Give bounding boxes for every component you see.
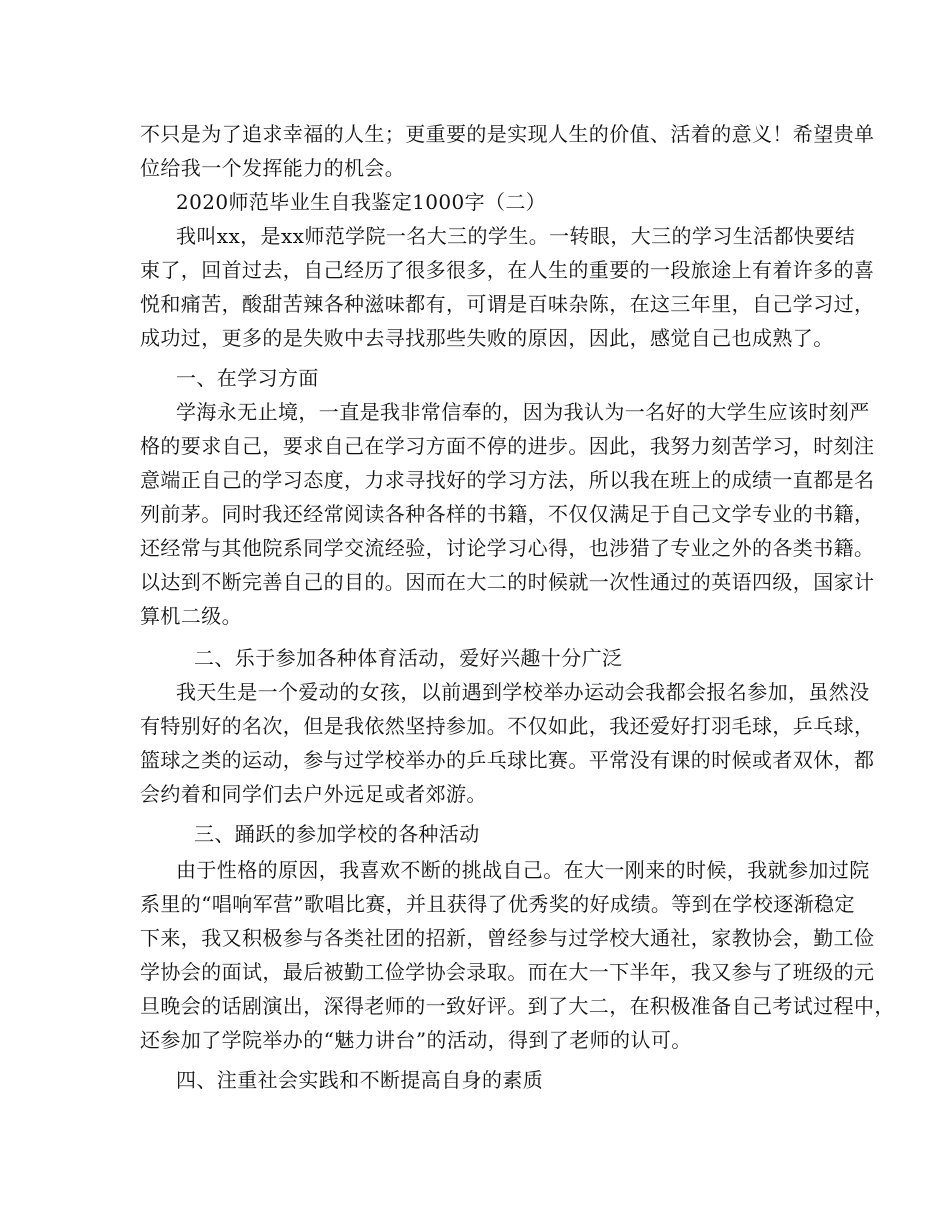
section-heading: 一、在学习方面	[176, 366, 319, 390]
section-heading: 二、乐于参加各种体育活动，爱好兴趣十分广泛	[194, 646, 623, 670]
paragraph-line: 篮球之类的运动，参与过学校举办的乒乓球比赛。平常没有课的时候或者双休，都	[140, 748, 875, 772]
paragraph-line: 以达到不断完善自己的目的。因而在大二的时候就一次性通过的英语四级，国家计	[140, 570, 875, 594]
paragraph-line: 我叫xx，是xx师范学院一名大三的学生。一转眼，大三的学习生活都快要结	[176, 224, 856, 248]
paragraph-line: 列前茅。同时我还经常阅读各种各样的书籍，不仅仅满足于自己文学专业的书籍，	[140, 502, 875, 526]
paragraph-line: 由于性格的原因，我喜欢不断的挑战自己。在大一刚来的时候，我就参加过院	[176, 858, 870, 882]
paragraph-line: 还经常与其他院系同学交流经验，讨论学习心得，也涉猎了专业之外的各类书籍。	[140, 536, 875, 560]
paragraph-line: 算机二级。	[140, 604, 242, 628]
paragraph-line: 下来，我又积极参与各类社团的招新，曾经参与过学校大通社，家教协会，勤工俭	[140, 926, 875, 950]
paragraph-line: 还参加了学院举办的“魅力讲台”的活动，得到了老师的认可。	[140, 1028, 692, 1052]
paragraph-line: 束了，回首过去，自己经历了很多很多，在人生的重要的一段旅途上有着许多的喜	[140, 258, 875, 282]
paragraph-line: 格的要求自己，要求自己在学习方面不停的进步。因此，我努力刻苦学习，时刻注	[140, 434, 875, 458]
paragraph-line: 位给我一个发挥能力的机会。	[140, 156, 406, 180]
paragraph-line: 系里的“唱响军营”歌唱比赛，并且获得了优秀奖的好成绩。等到在学校逐渐稳定	[140, 892, 855, 916]
paragraph-line: 会约着和同学们去户外远足或者郊游。	[140, 782, 487, 806]
paragraph-line: 学协会的面试，最后被勤工俭学协会录取。而在大一下半年，我又参与了班级的元	[140, 960, 875, 984]
section-heading: 四、注重社会实践和不断提高自身的素质	[176, 1068, 544, 1092]
paragraph-line: 我天生是一个爱动的女孩，以前遇到学校举办运动会我都会报名参加，虽然没	[176, 680, 870, 704]
paragraph-line: 不只是为了追求幸福的人生；更重要的是实现人生的价值、活着的意义！希望贵单	[140, 122, 875, 146]
paragraph-line: 悦和痛苦，酸甜苦辣各种滋味都有，可谓是百味杂陈，在这三年里，自己学习过，	[140, 292, 875, 316]
paragraph-line: 有特别好的名次，但是我依然坚持参加。不仅如此，我还爱好打羽毛球，乒乓球，	[140, 714, 875, 738]
section-heading: 三、踊跃的参加学校的各种活动	[194, 822, 480, 846]
section-title: 2020师范毕业生自我鉴定1000字（二）	[176, 190, 547, 214]
paragraph-line: 成功过，更多的是失败中去寻找那些失败的原因，因此，感觉自己也成熟了。	[140, 326, 834, 350]
paragraph-line: 意端正自己的学习态度，力求寻找好的学习方法，所以我在班上的成绩一直都是名	[140, 468, 875, 492]
paragraph-line: 学海永无止境，一直是我非常信奉的，因为我认为一名好的大学生应该时刻严	[176, 400, 870, 424]
paragraph-line: 旦晚会的话剧演出，深得老师的一致好评。到了大二，在积极准备自己考试过程中，	[140, 994, 895, 1018]
